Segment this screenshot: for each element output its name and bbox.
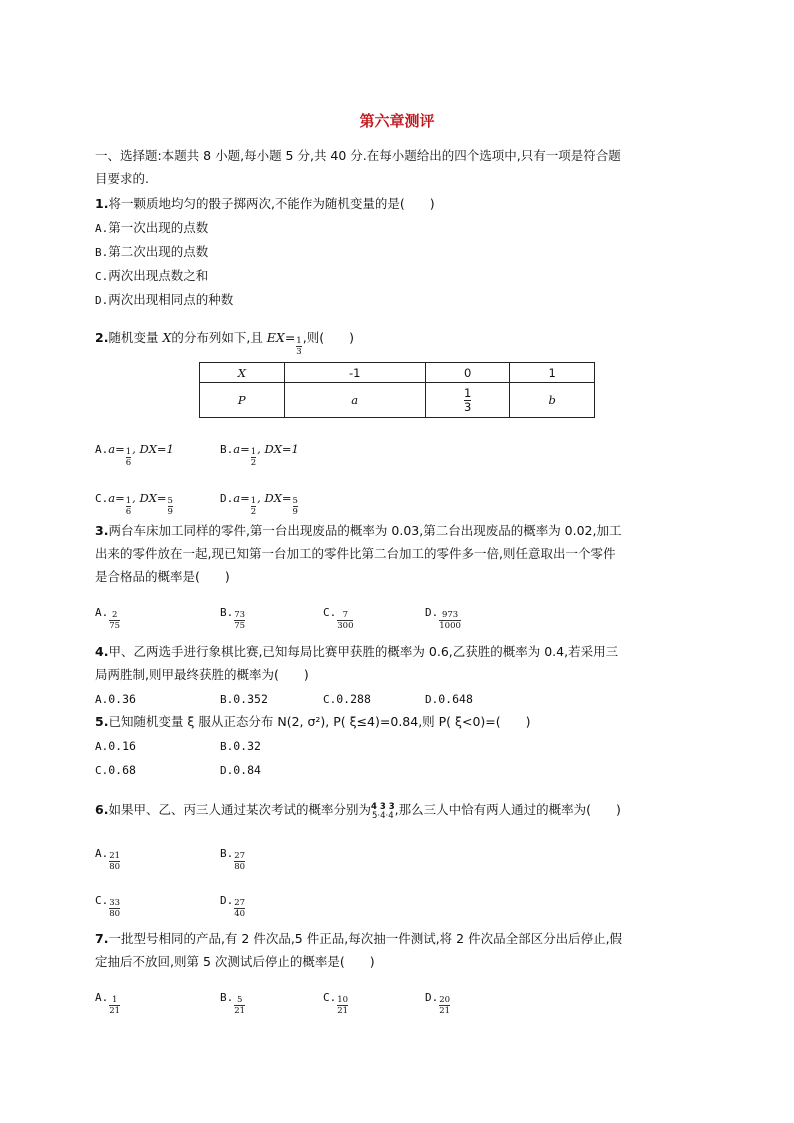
distribution-table	[199, 362, 595, 418]
q6-option-d: D. $\frac{27}{40}$	[220, 894, 246, 919]
fraction-stack: 4 3 3 5·4·4	[370, 802, 395, 821]
q5-option-c: C.0.68	[95, 763, 136, 777]
question-text: 将一颗质地均匀的骰子掷两次,不能作为随机变量的是( )	[108, 196, 435, 211]
q1-option-b: B.第二次出现的点数	[95, 244, 209, 259]
table-cell: $\frac{1}{3}$	[425, 383, 510, 418]
q7-option-a: A. $\frac{1}{21}$	[95, 991, 121, 1016]
q3-option-b: B. $\frac{73}{75}$	[220, 606, 246, 631]
question-number: 1.	[95, 196, 109, 211]
q7-option-c: C. $\frac{10}{21}$	[323, 991, 349, 1016]
q2-option-c: C.a= $\frac{1}{6}$ , DX= $\frac{5}{9}$	[95, 491, 173, 517]
question-5: 5.已知随机变量 ξ 服从正态分布 N(2, σ²), P( ξ≤4)=0.84,则 P( ξ<0)=( )	[95, 714, 531, 729]
q1-option-c: C.两次出现点数之和	[95, 268, 209, 283]
question-3-line3: 是合格品的概率是( )	[95, 569, 230, 584]
page-title: 第六章测评	[359, 112, 435, 130]
q1-option-d: D.两次出现相同点的种数	[95, 292, 234, 307]
question-3: 3.两台车床加工同样的零件,第一台出现废品的概率为 0.03,第二台出现废品的概率为 0.02,加工	[95, 523, 622, 538]
table-cell: -1	[284, 363, 425, 383]
q4-option-b: B.0.352	[220, 692, 268, 706]
q2-option-b: B.a= $\frac{1}{2}$ , DX=1	[220, 442, 299, 468]
q5-option-b: B.0.32	[220, 739, 261, 753]
section-instructions-line1: 一、选择题:本题共 8 小题,每小题 5 分,共 40 分.在每小题给出的四个选项中,只有一项是符合题	[95, 148, 621, 163]
fraction: $\frac{1}{3}$	[296, 336, 302, 357]
q6-option-b: B. $\frac{27}{80}$	[220, 847, 246, 872]
q7-option-d: D. $\frac{20}{21}$	[425, 991, 451, 1016]
q5-option-d: D.0.84	[220, 763, 261, 777]
q2-option-d: D.a= $\frac{1}{2}$ , DX= $\frac{5}{9}$	[220, 491, 298, 517]
section-instructions-line2: 目要求的.	[95, 171, 149, 186]
q7-option-b: B. $\frac{5}{21}$	[220, 991, 246, 1016]
question-6: 6.如果甲、乙、丙三人通过某次考试的概率分别为 4 3 3 5·4·4 ,那么三人中恰有两人通过的概率为( )	[95, 802, 621, 821]
question-2: 2.随机变量 X的分布列如下,且 EX= $\frac{1}{3}$ ,则( )	[95, 330, 354, 357]
table-cell: b	[510, 383, 595, 418]
question-7-line2: 定抽后不放回,则第 5 次测试后停止的概率是( )	[95, 954, 375, 969]
question-7: 7.一批型号相同的产品,有 2 件次品,5 件正品,每次抽一件测试,将 2 件次品全部区分出后停止,假	[95, 931, 623, 946]
table-cell: X	[200, 363, 285, 383]
q4-option-c: C.0.288	[323, 692, 371, 706]
table-cell: a	[284, 383, 425, 418]
question-3-line2: 出来的零件放在一起,现已知第一台加工的零件比第二台加工的零件多一倍,则任意取出一个零件	[95, 546, 616, 561]
table-cell: P	[200, 383, 285, 418]
q6-option-c: C. $\frac{33}{80}$	[95, 894, 121, 919]
q4-option-d: D.0.648	[425, 692, 473, 706]
question-4: 4.甲、乙两选手进行象棋比赛,已知每局比赛甲获胜的概率为 0.6,乙获胜的概率为 0.4,若采用三	[95, 644, 619, 659]
table-cell: 1	[510, 363, 595, 383]
q3-option-a: A. $\frac{2}{75}$	[95, 606, 121, 631]
q1-option-a: A.第一次出现的点数	[95, 220, 209, 235]
q2-option-a: A.a= $\frac{1}{6}$ , DX=1	[95, 442, 174, 468]
q5-option-a: A.0.16	[95, 739, 136, 753]
q6-option-a: A. $\frac{21}{80}$	[95, 847, 121, 872]
question-4-line2: 局两胜制,则甲最终获胜的概率为( )	[95, 667, 309, 682]
q3-option-c: C. $\frac{7}{300}$	[323, 606, 354, 631]
q4-option-a: A.0.36	[95, 692, 136, 706]
table-cell: 0	[425, 363, 510, 383]
q3-option-d: D. $\frac{973}{1000}$	[425, 606, 461, 631]
question-1	[95, 195, 435, 213]
